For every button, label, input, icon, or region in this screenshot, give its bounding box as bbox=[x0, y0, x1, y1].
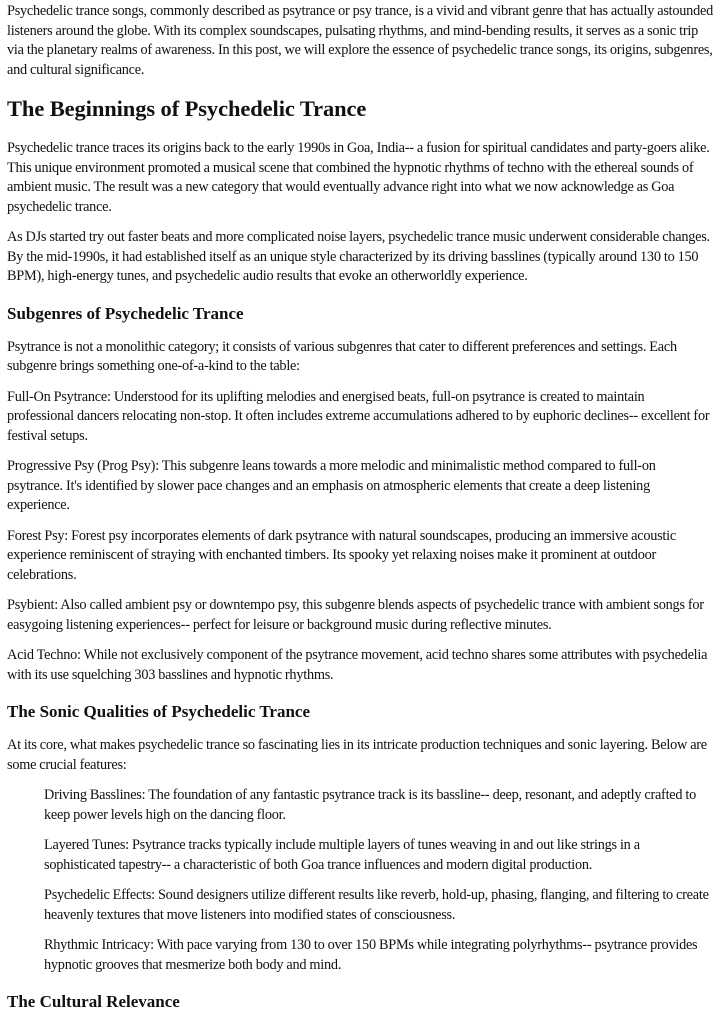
subgenre-prog-psy: Progressive Psy (Prog Psy): This subgenre leans towards a more melodic and minimalistic method compared to full-on psytrance. It's identified by slower pace changes and an emphasis on atmospheric elements that create a deep listening experience. bbox=[7, 458, 656, 513]
feature-item: Driving Basslines: The foundation of any fantastic psytrance track is its bassline-- deep, resonant, and adeptly crafted to keep power levels high on the dancing floor. bbox=[44, 787, 697, 823]
section-heading-beginnings: The Beginnings of Psychedelic Trance bbox=[7, 96, 367, 121]
intro-paragraph: Psychedelic trance songs, commonly described as psytrance or psy trance, is a vivid and vibrant genre that has actually astounded listeners around the globe. With its complex soundscapes, pulsating rhythms, and mind-bending results, it serves as a sonic trip via the planetary realms of awareness. In this post, we will explore the essence of psychedelic trance songs, its origins, subgenres, and cultural significance. bbox=[7, 3, 713, 78]
paragraph: Psytrance is not a monolithic category; it consists of various subgenres that cater to different preferences and settings. Each subgenre brings something one-of-a-kind to the table: bbox=[7, 338, 677, 374]
paragraph: As DJs started try out faster beats and more complicated noise layers, psychedelic trance music underwent considerable changes. By the mid-1990s, it had established itself as an unique style characterized by its driving basslines (typically around 130 to 150 BPM), high-energy tunes, and psychedelic audio results that evoke an otherworldly experience. bbox=[7, 229, 710, 284]
feature-item: Psychedelic Effects: Sound designers utilize different results like reverb, hold-up, phasing, flanging, and filtering to create heavenly textures that move listeners into modified states of consciousness. bbox=[44, 887, 709, 923]
subgenre-acid-techno: Acid Techno: While not exclusively component of the psytrance movement, acid techno shares some attributes with psychedelia with its use squelching 303 basslines and hypnotic rhythms. bbox=[7, 647, 708, 683]
feature-item: Rhythmic Intricacy: With pace varying from 130 to over 150 BPMs while integrating polyrhythms-- psytrance provides hypnotic grooves that mesmerize both body and mind. bbox=[44, 937, 698, 973]
section-heading-cultural-relevance: The Cultural Relevance bbox=[7, 992, 180, 1011]
subgenre-psybient: Psybient: Also called ambient psy or downtempo psy, this subgenre blends aspects of psychedelic trance with ambient songs for easygoing listening experiences-- perfect for leisure or background music during reflective minutes. bbox=[7, 597, 704, 633]
paragraph: Psychedelic trance traces its origins back to the early 1990s in Goa, India-- a fusion for spiritual candidates and party-goers alike. This unique environment promoted a musical scene that combined the hypnotic rhythms of techno with the ethereal sounds of ambient music. The result was a new category that would eventually advance right into what we now acknowledge as Goa psychedelic trance. bbox=[7, 140, 710, 215]
section-heading-sonic-qualities: The Sonic Qualities of Psychedelic Trance bbox=[7, 702, 310, 721]
paragraph: At its core, what makes psychedelic trance so fascinating lies in its intricate production techniques and sonic layering. Below are some crucial features: bbox=[7, 737, 707, 773]
subgenre-full-on: Full-On Psytrance: Understood for its uplifting melodies and energised beats, full-on psytrance is created to maintain professional dancers relocating non-stop. It often includes extreme accumulations adhered to by euphoric declines-- excellent for festival setups. bbox=[7, 388, 710, 444]
subgenre-forest-psy: Forest Psy: Forest psy incorporates elements of dark psytrance with natural soundscapes, producing an immersive acoustic experience reminiscent of straying with enchanted timbers. Its spooky yet relaxing noises make it prominent at outdoor celebrations. bbox=[7, 527, 676, 583]
feature-item: Layered Tunes: Psytrance tracks typically include multiple layers of tunes weaving in and out like strings in a sophisticated tapestry-- a characteristic of both Goa trance influences and modern digital production. bbox=[44, 837, 640, 873]
feature-list bbox=[7, 786, 713, 975]
section-heading-subgenres: Subgenres of Psychedelic Trance bbox=[7, 303, 244, 323]
